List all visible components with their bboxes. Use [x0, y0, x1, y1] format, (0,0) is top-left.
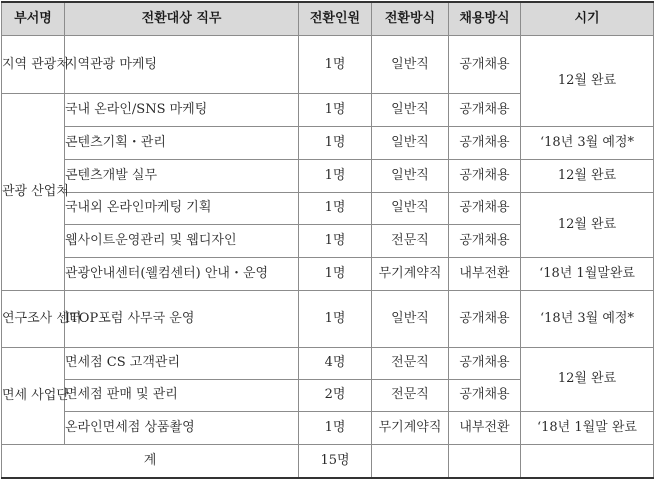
count-cell: 1명 [299, 36, 372, 94]
timing-cell: ‘18년 1월말 완료 [521, 412, 654, 445]
method-cell: 일반직 [372, 159, 449, 192]
hiring-cell: 공개채용 [449, 291, 521, 347]
empty-cell [521, 445, 654, 478]
hiring-cell: 공개채용 [449, 225, 521, 258]
hiring-cell: 공개채용 [449, 94, 521, 126]
count-cell: 1명 [299, 291, 372, 347]
count-cell: 4명 [299, 347, 372, 379]
hiring-cell: 내부전환 [449, 258, 521, 291]
header-dept: 부서명 [2, 2, 65, 36]
duty-cell: 콘텐츠개발 실무 [65, 159, 299, 192]
duty-cell: 국내외 온라인마케팅 기획 [65, 192, 299, 224]
method-cell: 무기계약직 [372, 412, 449, 445]
duty-cell: 콘텐츠기획・관리 [65, 126, 299, 159]
header-count: 전환인원 [299, 2, 372, 36]
table-row [2, 159, 654, 192]
hiring-cell: 공개채용 [449, 159, 521, 192]
timing-cell: 12월 완료 [521, 36, 654, 127]
table-row [2, 126, 654, 159]
count-cell: 1명 [299, 159, 372, 192]
count-cell: 1명 [299, 126, 372, 159]
job-conversion-table [1, 1, 654, 479]
dept-cell-industry: 관광 산업처 [2, 94, 65, 291]
table-row [2, 347, 654, 379]
duty-cell: 관광안내센터(웰컴센터) 안내・운영 [65, 258, 299, 291]
duty-cell: 온라인면세점 상품촬영 [65, 412, 299, 445]
method-cell: 일반직 [372, 192, 449, 224]
timing-cell: ‘18년 3월 예정* [521, 291, 654, 347]
table-row [2, 192, 654, 224]
method-cell: 일반직 [372, 36, 449, 94]
header-duty: 전환대상 직무 [65, 2, 299, 36]
table-row [2, 36, 654, 94]
duty-cell: 면세점 판매 및 관리 [65, 379, 299, 411]
hiring-cell: 공개채용 [449, 347, 521, 379]
method-cell: 전문직 [372, 379, 449, 411]
timing-cell: 12월 완료 [521, 347, 654, 411]
count-cell: 2명 [299, 379, 372, 411]
method-cell: 일반직 [372, 291, 449, 347]
empty-cell [449, 445, 521, 478]
count-cell: 1명 [299, 258, 372, 291]
count-cell: 1명 [299, 192, 372, 224]
hiring-cell: 공개채용 [449, 379, 521, 411]
count-cell: 1명 [299, 412, 372, 445]
method-cell: 일반직 [372, 126, 449, 159]
method-cell: 일반직 [372, 94, 449, 126]
count-cell: 1명 [299, 225, 372, 258]
table-row [2, 258, 654, 291]
duty-cell: ITOP포럼 사무국 운영 [65, 291, 299, 347]
duty-cell: 면세점 CS 고객관리 [65, 347, 299, 379]
header-row [2, 2, 654, 36]
method-cell: 전문직 [372, 225, 449, 258]
dept-cell-research: 연구조사 센터 [2, 291, 65, 347]
hiring-cell: 내부전환 [449, 412, 521, 445]
hiring-cell: 공개채용 [449, 36, 521, 94]
total-label-cell: 계 [2, 445, 299, 478]
table-row [2, 412, 654, 445]
timing-cell: 12월 완료 [521, 192, 654, 257]
method-cell: 무기계약직 [372, 258, 449, 291]
count-cell: 1명 [299, 94, 372, 126]
timing-cell: ‘18년 1월말완료 [521, 258, 654, 291]
dept-cell-regional: 지역 관광처 [2, 36, 65, 94]
duty-cell: 지역관광 마케팅 [65, 36, 299, 94]
duty-cell: 국내 온라인/SNS 마케팅 [65, 94, 299, 126]
method-cell: 전문직 [372, 347, 449, 379]
table-row [2, 291, 654, 347]
dept-cell-dutyfree: 면세 사업단 [2, 347, 65, 445]
header-timing: 시기 [521, 2, 654, 36]
total-row [2, 445, 654, 478]
hiring-cell: 공개채용 [449, 192, 521, 224]
timing-cell: ‘18년 3월 예정* [521, 126, 654, 159]
header-hiring: 채용방식 [449, 2, 521, 36]
header-method: 전환방식 [372, 2, 449, 36]
empty-cell [372, 445, 449, 478]
hiring-cell: 공개채용 [449, 126, 521, 159]
timing-cell: 12월 완료 [521, 159, 654, 192]
duty-cell: 웹사이트운영관리 및 웹디자인 [65, 225, 299, 258]
total-count-cell: 15명 [299, 445, 372, 478]
